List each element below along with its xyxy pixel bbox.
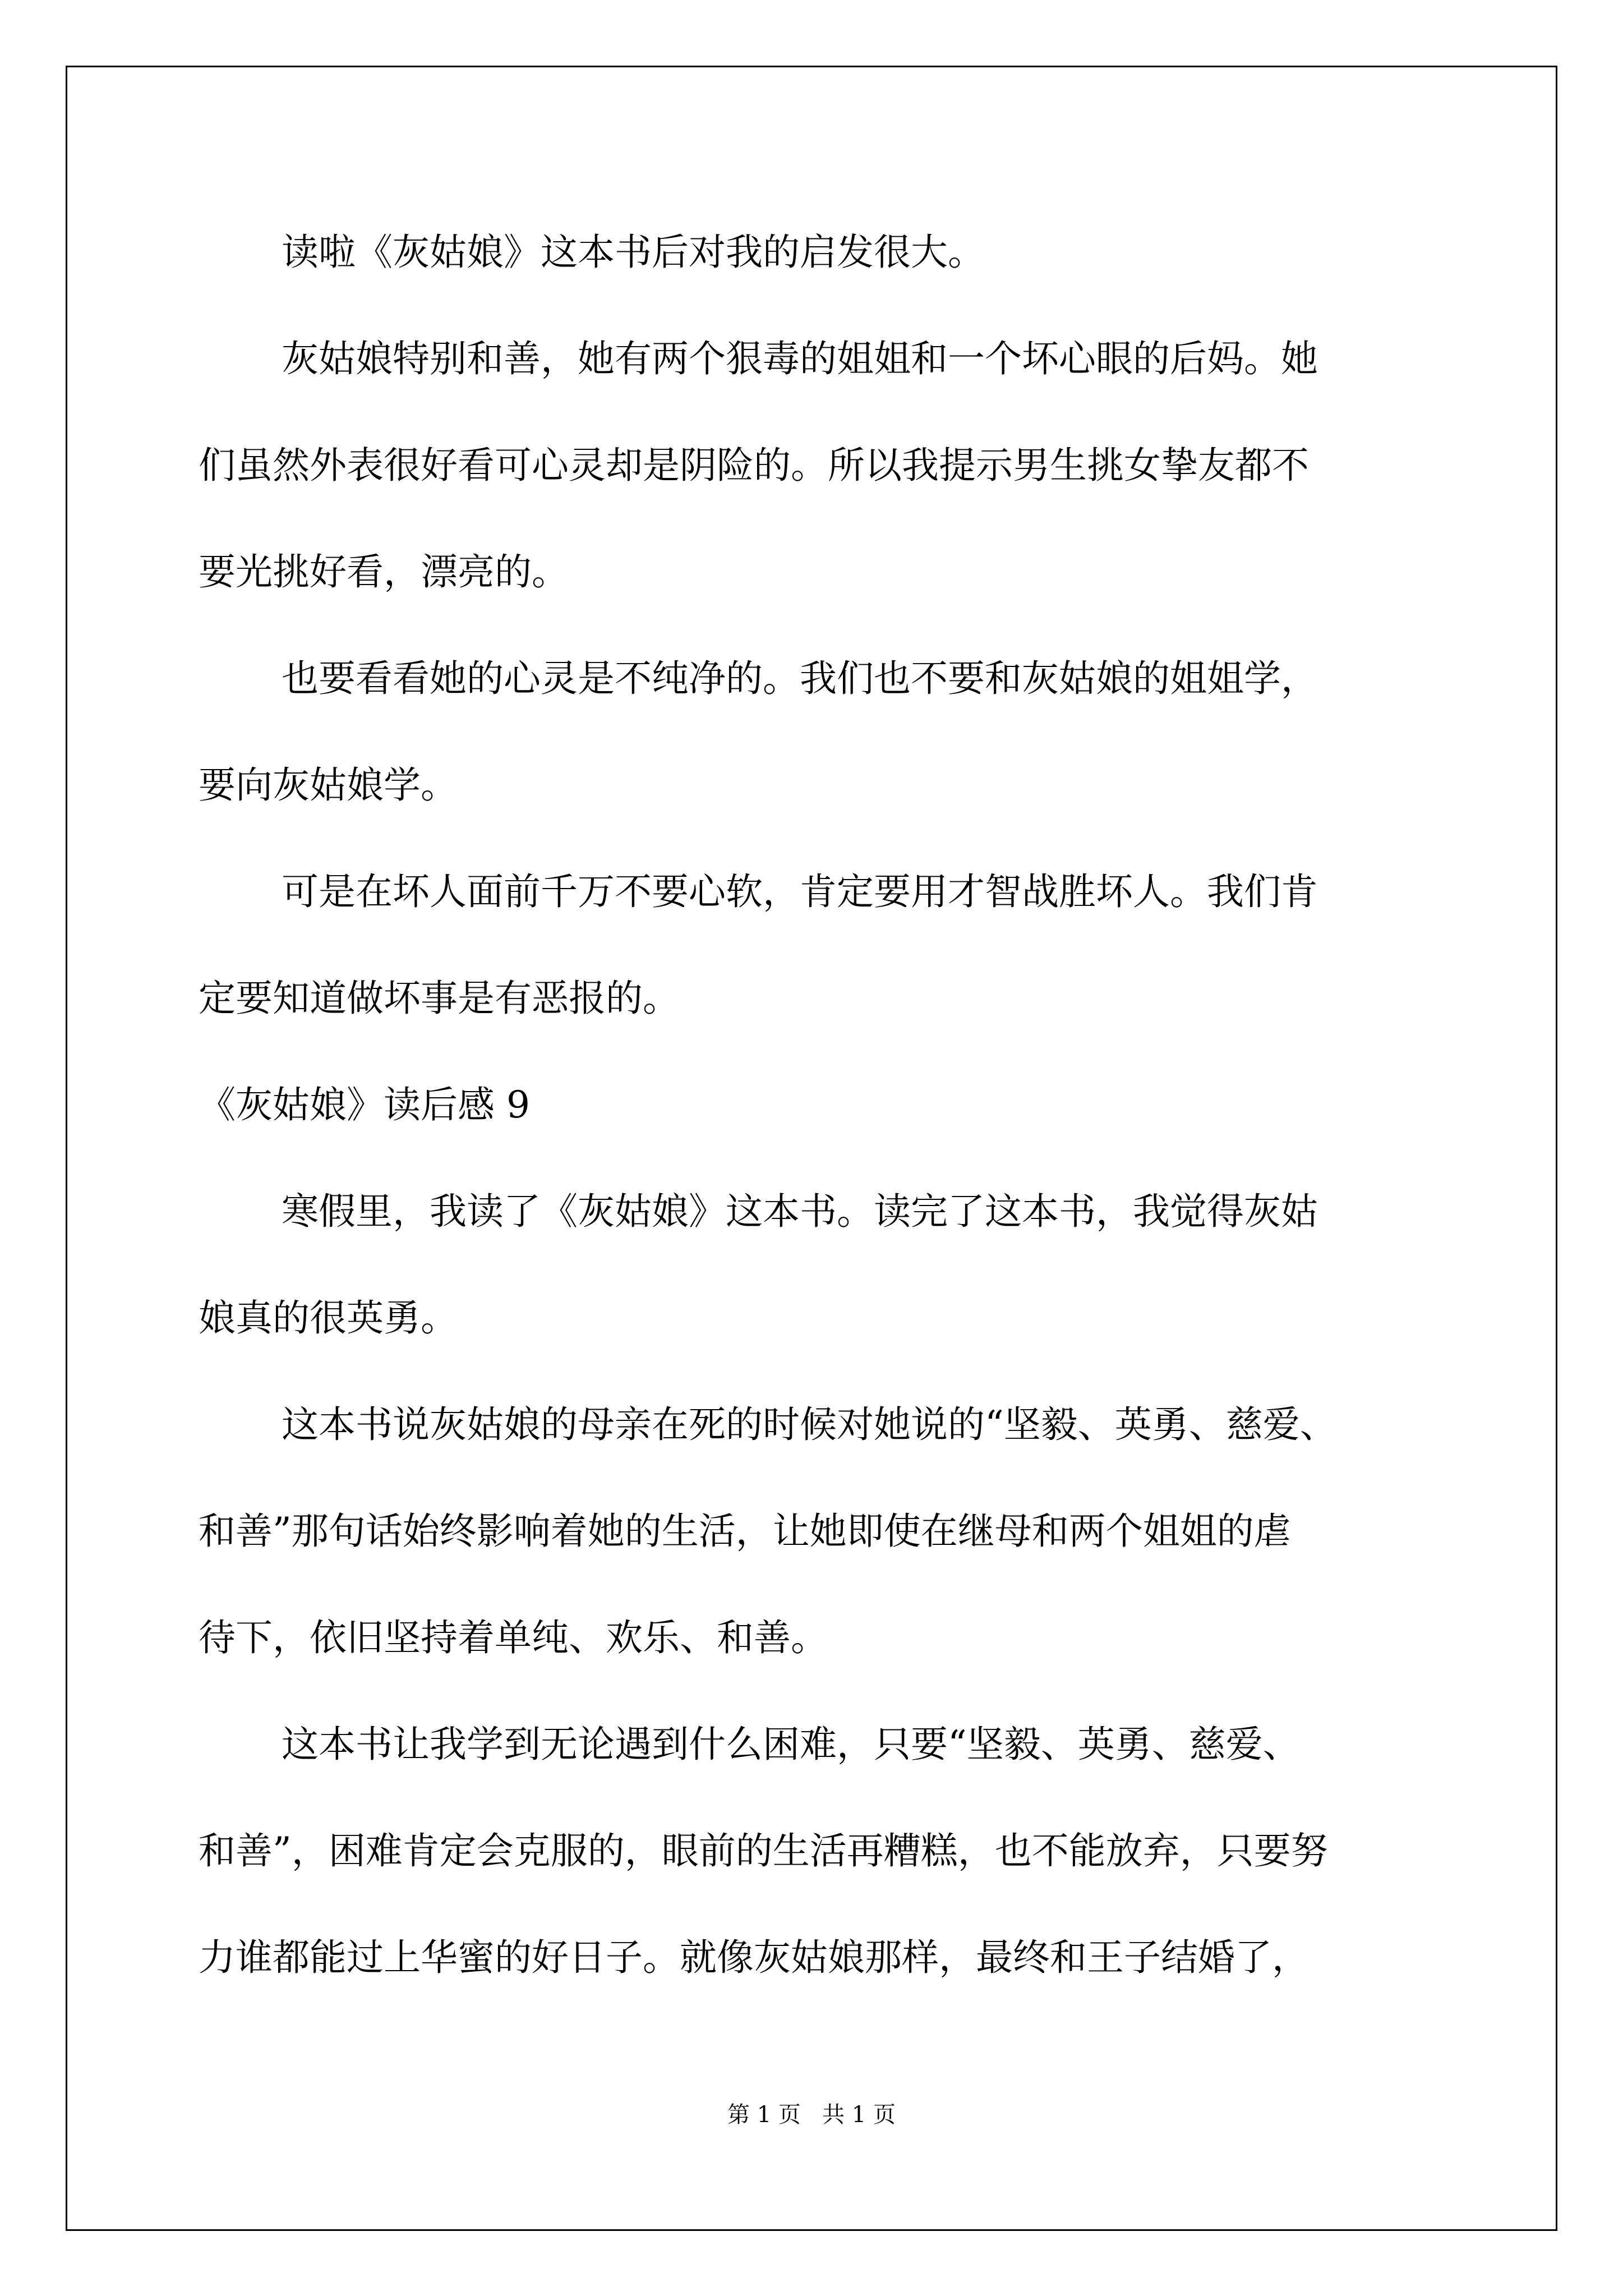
page-border xyxy=(66,66,1557,2231)
text-line: 灰姑娘特别和善，她有两个狠毒的姐姐和一个坏心眼的后妈。她 xyxy=(282,337,1318,380)
text-line: 这本书说灰姑娘的母亲在死的时候对她说的“坚毅、英勇、慈爱、 xyxy=(282,1403,1337,1446)
text-line: 这本书让我学到无论遇到什么困难，只要“坚毅、英勇、慈爱、 xyxy=(282,1723,1300,1766)
text-line: 要向灰姑娘学。 xyxy=(199,763,458,807)
text-line: 和善”，困难肯定会克服的，眼前的生活再糟糕，也不能放弃，只要努 xyxy=(199,1829,1328,1872)
text-line: 也要看看她的心灵是不纯净的。我们也不要和灰姑娘的姐姐学， xyxy=(282,657,1318,700)
text-line: 寒假里，我读了《灰姑娘》这本书。读完了这本书，我觉得灰姑 xyxy=(282,1190,1318,1233)
section-heading: 《灰姑娘》读后感 9 xyxy=(199,1083,530,1126)
text-line: 待下，依旧坚持着单纯、欢乐、和善。 xyxy=(199,1616,828,1659)
text-line: 娘真的很英勇。 xyxy=(199,1296,458,1340)
text-line: 要光挑好看，漂亮的。 xyxy=(199,550,569,593)
text-line: 和善”那句话始终影响着她的生活，让她即使在继母和两个姐姐的虐 xyxy=(199,1510,1291,1553)
text-line: 们虽然外表很好看可心灵却是阴险的。所以我提示男生挑女挚友都不 xyxy=(199,444,1309,487)
page-footer: 第 1 页 共 1 页 xyxy=(727,2102,896,2128)
text-line: 可是在坏人面前千万不要心软，肯定要用才智战胜坏人。我们肯 xyxy=(282,870,1318,913)
text-line: 读啦《灰姑娘》这本书后对我的启发很大。 xyxy=(282,231,985,274)
text-line: 定要知道做坏事是有恶报的。 xyxy=(199,977,680,1020)
text-line: 力谁都能过上华蜜的好日子。就像灰姑娘那样，最终和王子结婚了， xyxy=(199,1936,1309,1979)
